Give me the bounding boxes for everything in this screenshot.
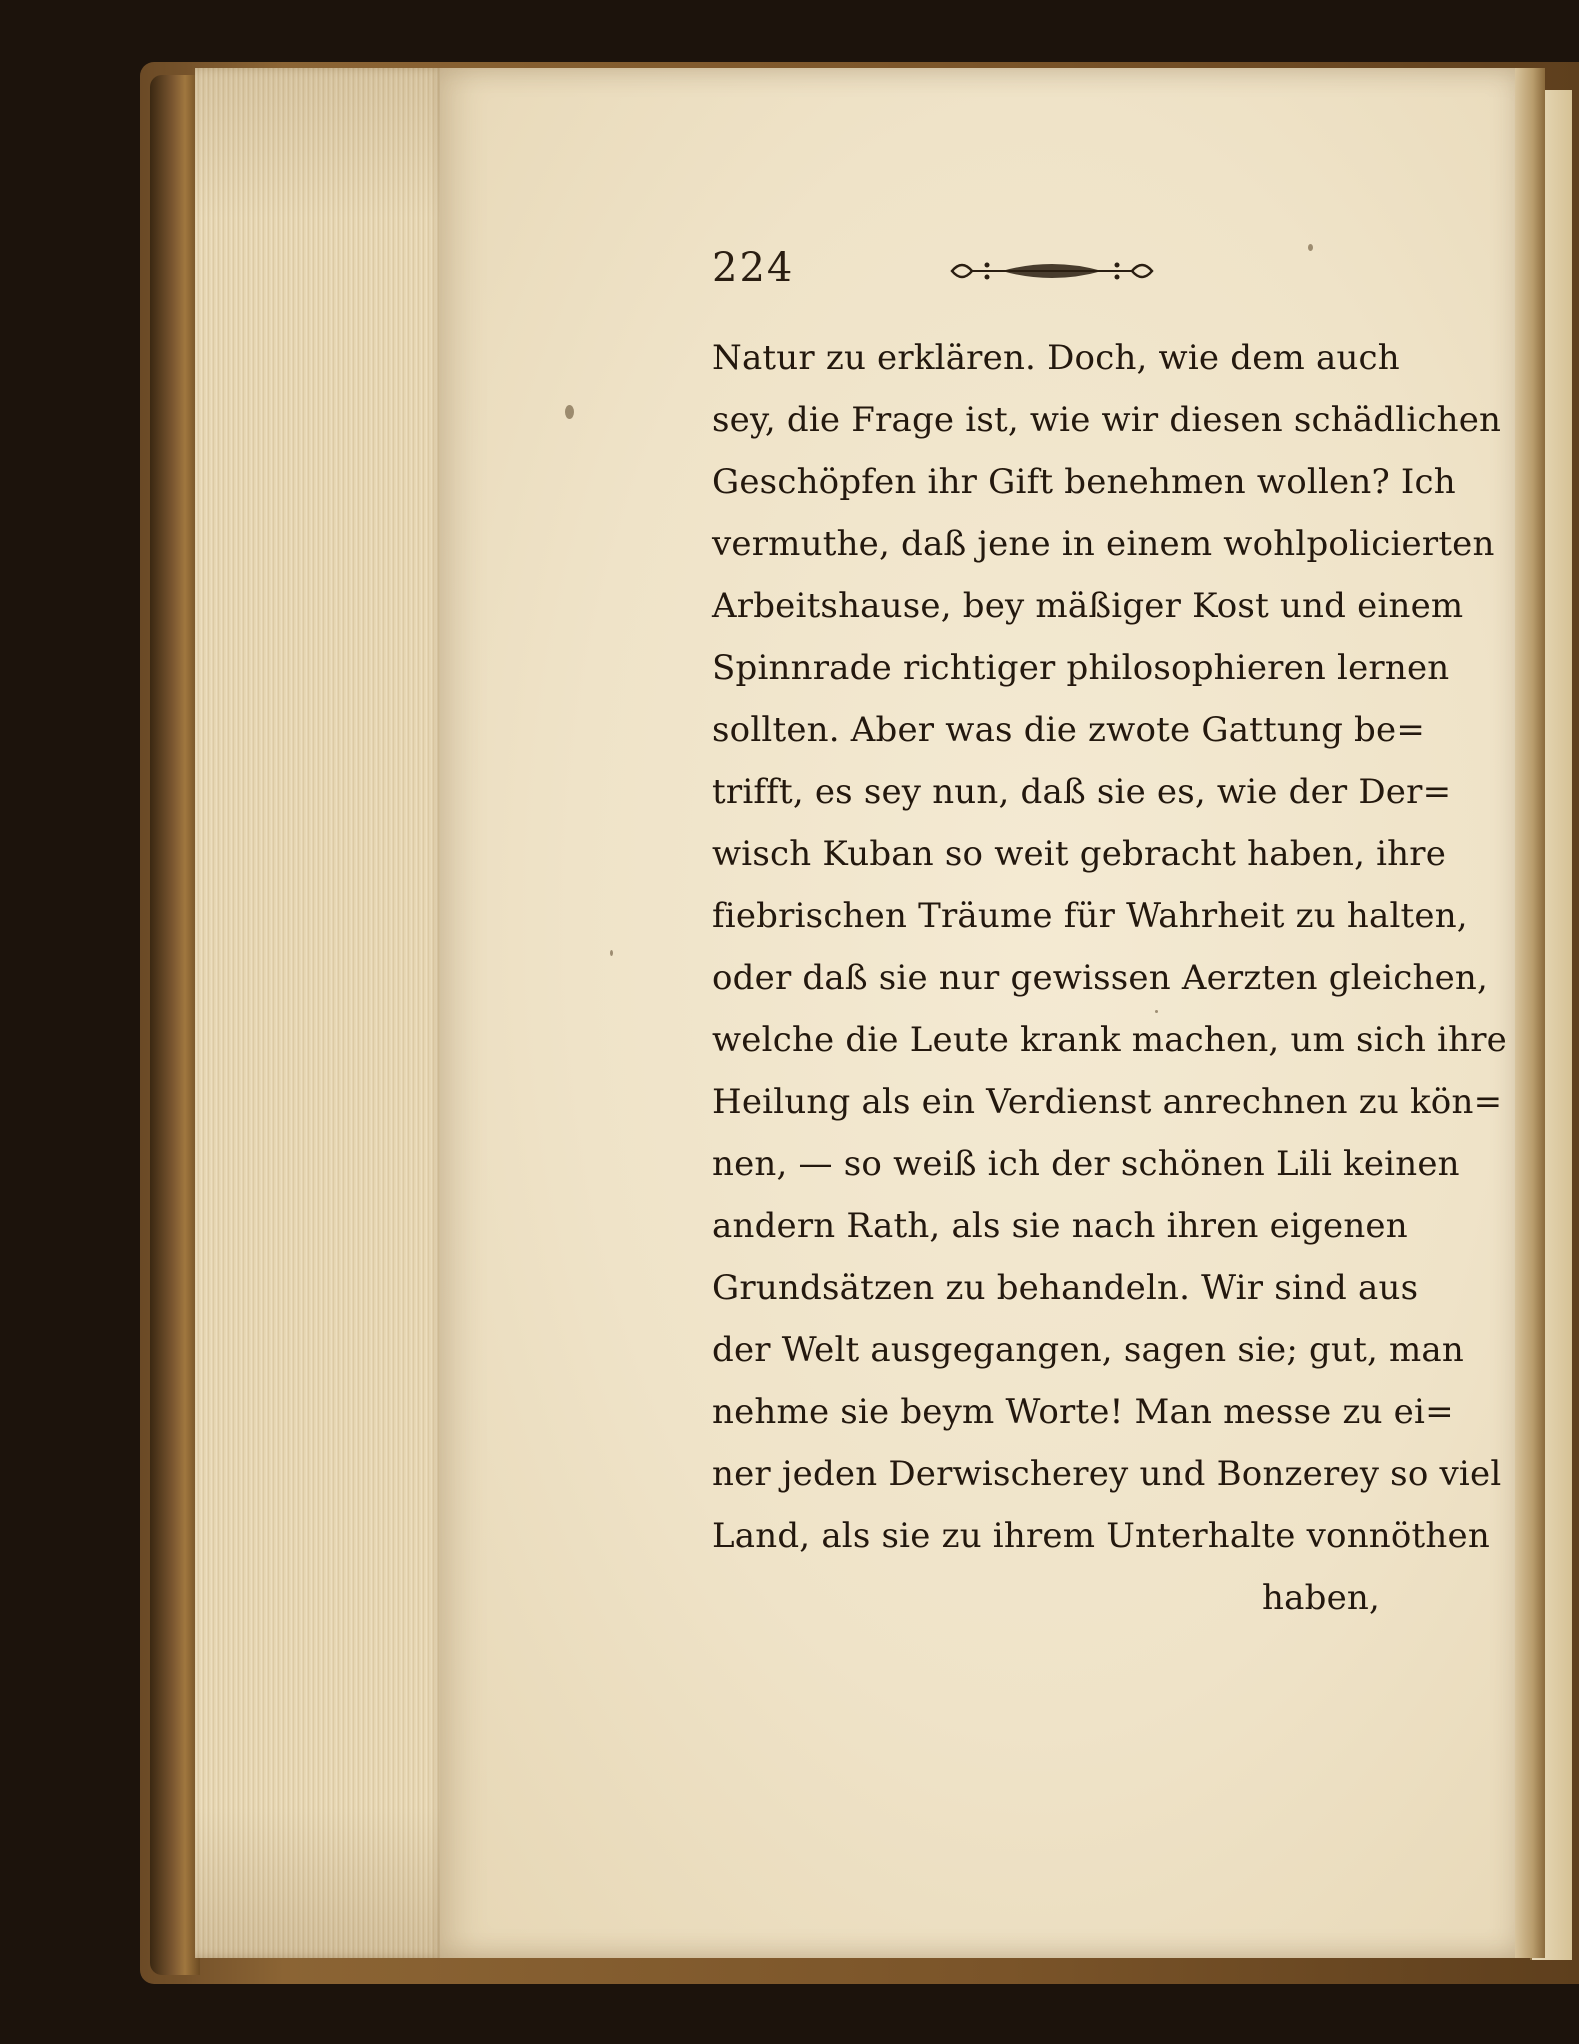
text-line: andern Rath, als sie nach ihren eigenen <box>712 1206 1408 1246</box>
text-line: fiebrischen Träume für Wahrheit zu halten, <box>712 896 1468 936</box>
text-line: welche die Leute krank machen, um sich ihre <box>712 1020 1507 1060</box>
text-line: sollten. Aber was die zwote Gattung be= <box>712 710 1426 750</box>
page-number: 224 <box>712 245 795 291</box>
text-line: vermuthe, daß jene in einem wohlpolicierten <box>712 524 1495 564</box>
text-line: Land, als sie zu ihrem Unterhalte vonnöthen <box>712 1516 1490 1556</box>
text-line: Natur zu erklären. Doch, wie dem auch <box>712 338 1400 378</box>
running-head <box>712 245 1172 305</box>
paper-speck <box>1308 244 1313 251</box>
text-line: nen, — so weiß ich der schönen Lili keinen <box>712 1144 1460 1184</box>
paper-speck <box>565 405 574 419</box>
text-line: sey, die Frage ist, wie wir diesen schädlichen <box>712 400 1502 440</box>
text-line: ner jeden Derwischerey und Bonzerey so viel <box>712 1454 1502 1494</box>
text-line: Grundsätzen zu behandeln. Wir sind aus <box>712 1268 1419 1308</box>
paper-speck <box>610 950 613 956</box>
stacked-page-edges <box>195 68 445 1958</box>
text-line: trifft, es sey nun, daß sie es, wie der Der= <box>712 772 1452 812</box>
body-text <box>712 327 1507 1629</box>
book-spine-edge <box>150 75 200 1975</box>
ornament-icon <box>942 251 1162 291</box>
text-line: der Welt ausgegangen, sagen sie; gut, man <box>712 1330 1464 1370</box>
text-line: Heilung als ein Verdienst anrechnen zu kön= <box>712 1082 1503 1122</box>
text-line: wisch Kuban so weit gebracht haben, ihre <box>712 834 1447 874</box>
catchword: haben, <box>1262 1578 1380 1618</box>
text-line: Spinnrade richtiger philosophieren lernen <box>712 648 1450 688</box>
text-line: Arbeitshause, bey mäßiger Kost und einem <box>712 586 1464 626</box>
text-line: nehme sie beym Worte! Man messe zu ei= <box>712 1392 1454 1432</box>
page-gutter <box>1515 68 1545 1958</box>
text-line: oder daß sie nur gewissen Aerzten gleichen, <box>712 958 1488 998</box>
text-line: Geschöpfen ihr Gift benehmen wollen? Ich <box>712 462 1456 502</box>
